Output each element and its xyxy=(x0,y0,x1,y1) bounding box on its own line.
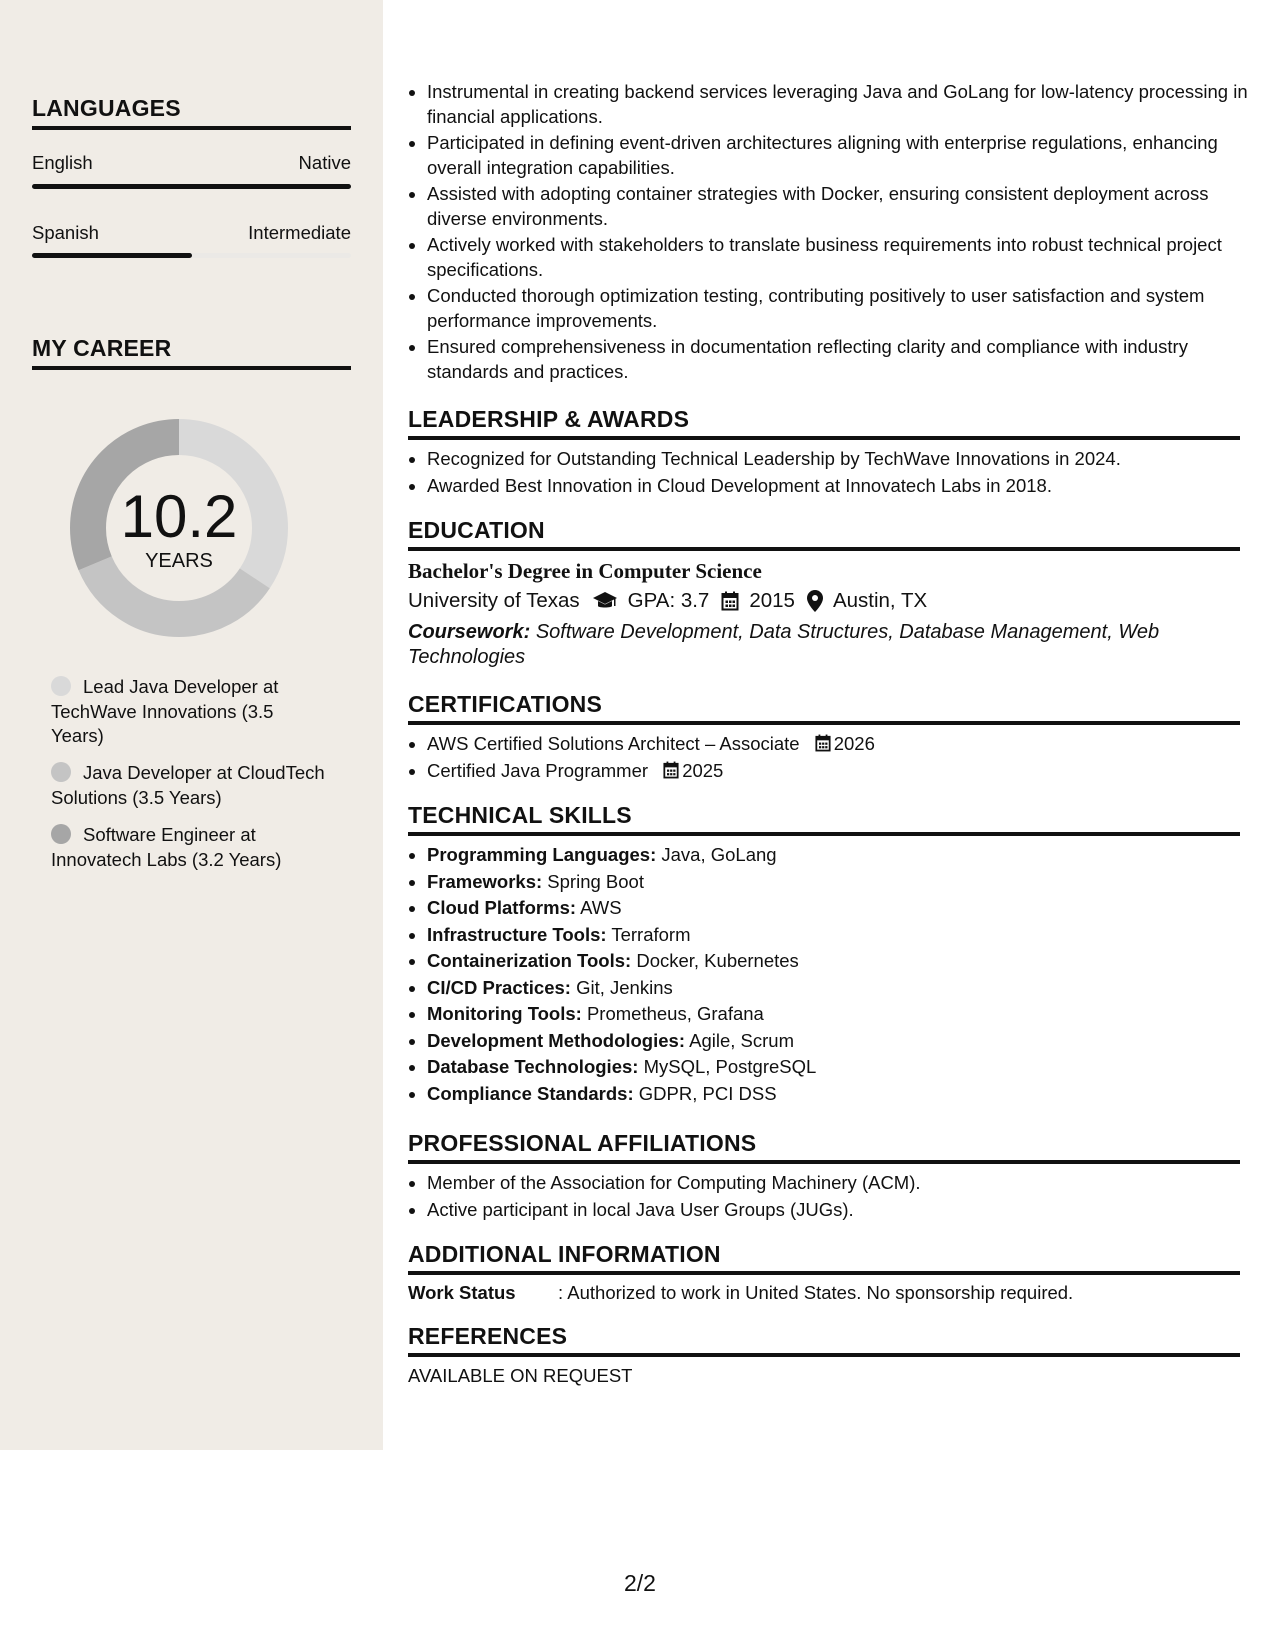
skill-value: Terraform xyxy=(611,923,691,945)
career-heading: MY CAREER xyxy=(32,335,351,370)
education-degree: Bachelor's Degree in Computer Science xyxy=(408,559,762,583)
skill-item xyxy=(427,923,1259,948)
education-coursework xyxy=(408,620,1188,669)
certification-name: AWS Certified Solutions Architect – Associate xyxy=(427,733,800,754)
career-total-years: 10.2 xyxy=(120,483,238,550)
language-name: Spanish xyxy=(32,222,99,243)
skill-label: CI/CD Practices: xyxy=(427,976,571,998)
leadership-list xyxy=(408,447,1259,500)
education-heading: EDUCATION xyxy=(408,517,1240,551)
experience-bullet: • Conducted thorough optimization testing, contributing positively to user satisfaction and system performance improvements. xyxy=(427,284,1259,333)
legend-dot-icon xyxy=(51,676,71,696)
skill-label: Monitoring Tools: xyxy=(427,1003,582,1024)
legend-dot-icon xyxy=(51,762,71,782)
certification-name: Certified Java Programmer xyxy=(427,759,649,781)
additional-info-row xyxy=(408,1282,1073,1304)
work-status-label: Work Status xyxy=(408,1282,516,1303)
career-years-label: YEARS xyxy=(145,550,213,572)
list-item: • Member of the Association for Computing Machinery (ACM). xyxy=(427,1171,1259,1196)
certification-date xyxy=(815,733,875,754)
certifications-heading: CERTIFICATIONS xyxy=(408,691,1240,725)
legend-dot-icon xyxy=(51,824,71,844)
skill-label: Frameworks: xyxy=(427,870,543,892)
language-level: Native xyxy=(298,152,351,173)
skill-item xyxy=(427,949,1259,974)
language-bar-fill xyxy=(32,184,351,189)
leadership-heading: LEADERSHIP & AWARDS xyxy=(408,406,1240,440)
career-legend-label: Java Developer at CloudTech Solutions (3.5 Years) xyxy=(51,762,325,808)
list-item: • Active participant in local Java User Groups (JUGs). xyxy=(427,1198,1259,1223)
calendar-icon xyxy=(721,591,739,611)
references-heading: REFERENCES xyxy=(408,1323,1240,1357)
languages-heading: LANGUAGES xyxy=(32,95,351,130)
skill-label: Infrastructure Tools: xyxy=(427,923,607,945)
education-year: 2015 xyxy=(749,589,795,612)
experience-bullet: • Instrumental in creating backend services leveraging Java and GoLang for low-latency processing in financial applications. xyxy=(427,80,1259,129)
skill-value: Java, GoLang xyxy=(661,844,777,865)
sidebar xyxy=(0,0,383,1450)
skill-label: Containerization Tools: xyxy=(427,950,632,971)
skill-item xyxy=(427,1029,1259,1054)
skill-value: Agile, Scrum xyxy=(689,1029,794,1051)
experience-bullet: • Assisted with adopting container strategies with Docker, ensuring consistent deployment across diverse environments. xyxy=(427,182,1259,231)
language-level: Intermediate xyxy=(248,222,351,243)
experience-bullet: • Ensured comprehensiveness in documentation reflecting clarity and compliance with industry standards and practices. xyxy=(427,335,1259,384)
additional-info-heading: ADDITIONAL INFORMATION xyxy=(408,1241,1240,1275)
skill-item xyxy=(427,896,1259,921)
skill-item xyxy=(427,1002,1259,1027)
skill-label: Cloud Platforms: xyxy=(427,897,577,918)
skill-value: Docker, Kubernetes xyxy=(636,950,799,971)
work-status-value: : Authorized to work in United States. No sponsorship required. xyxy=(558,1282,1074,1303)
language-bar-fill xyxy=(32,253,192,258)
skill-item xyxy=(427,1082,1259,1107)
skill-value: Spring Boot xyxy=(547,870,644,892)
education-location: Austin, TX xyxy=(832,589,928,612)
skill-item xyxy=(427,870,1259,895)
location-pin-icon xyxy=(807,590,823,612)
certification-year: 2025 xyxy=(682,759,724,781)
career-legend-label: Lead Java Developer at TechWave Innovations (3.5 Years) xyxy=(51,676,279,746)
list-item: • Awarded Best Innovation in Cloud Development at Innovatech Labs in 2018. xyxy=(427,474,1259,499)
skill-label: Development Methodologies: xyxy=(427,1029,685,1051)
language-row-english xyxy=(32,152,351,174)
coursework-label: Coursework: xyxy=(408,621,531,643)
skill-value: GDPR, PCI DSS xyxy=(638,1082,777,1104)
education-gpa: GPA: 3.7 xyxy=(627,589,710,612)
list-item xyxy=(427,759,1259,784)
career-legend-item xyxy=(51,823,331,872)
list-item xyxy=(427,732,1259,757)
career-legend-item xyxy=(51,761,331,810)
certification-year: 2026 xyxy=(833,733,875,754)
experience-bullets xyxy=(408,80,1259,386)
language-bar-english xyxy=(32,184,351,189)
list-item: • Recognized for Outstanding Technical Leadership by TechWave Innovations in 2024. xyxy=(427,447,1259,472)
skill-value: MySQL, PostgreSQL xyxy=(643,1056,817,1077)
page-number: 2/2 xyxy=(624,1570,656,1596)
skill-value: AWS xyxy=(580,897,622,918)
certifications-list xyxy=(408,732,1259,785)
calendar-icon xyxy=(815,734,831,752)
skill-item xyxy=(427,843,1259,868)
certification-date xyxy=(663,760,723,781)
skill-item xyxy=(427,1055,1259,1080)
skills-list xyxy=(408,843,1259,1108)
affiliations-list xyxy=(408,1171,1259,1224)
calendar-icon xyxy=(663,761,679,779)
skill-label: Compliance Standards: xyxy=(427,1082,634,1104)
career-legend-label: Software Engineer at Innovatech Labs (3.2 Years) xyxy=(51,824,282,870)
career-legend-item xyxy=(51,675,331,749)
experience-bullet: • Actively worked with stakeholders to translate business requirements into robust technical project specifications. xyxy=(427,233,1259,282)
language-name: English xyxy=(32,152,93,173)
coursework-value: Software Development, Data Structures, Database Management, Web Technologies xyxy=(408,621,1160,668)
skills-heading: TECHNICAL SKILLS xyxy=(408,802,1240,836)
skill-label: Programming Languages: xyxy=(427,844,657,865)
education-details xyxy=(408,589,927,613)
language-row-spanish xyxy=(32,222,351,244)
skill-label: Database Technologies: xyxy=(427,1056,639,1077)
experience-bullet: • Participated in defining event-driven architectures aligning with enterprise regulations, enhancing overall integration capabilities. xyxy=(427,131,1259,180)
graduation-cap-icon xyxy=(592,591,618,611)
skill-value: Prometheus, Grafana xyxy=(586,1003,764,1024)
language-bar-spanish xyxy=(32,253,351,258)
affiliations-heading: PROFESSIONAL AFFILIATIONS xyxy=(408,1130,1240,1164)
skill-value: Git, Jenkins xyxy=(576,976,673,998)
education-school: University of Texas xyxy=(408,589,580,612)
references-text: AVAILABLE ON REQUEST xyxy=(408,1365,633,1386)
skill-item xyxy=(427,976,1259,1001)
